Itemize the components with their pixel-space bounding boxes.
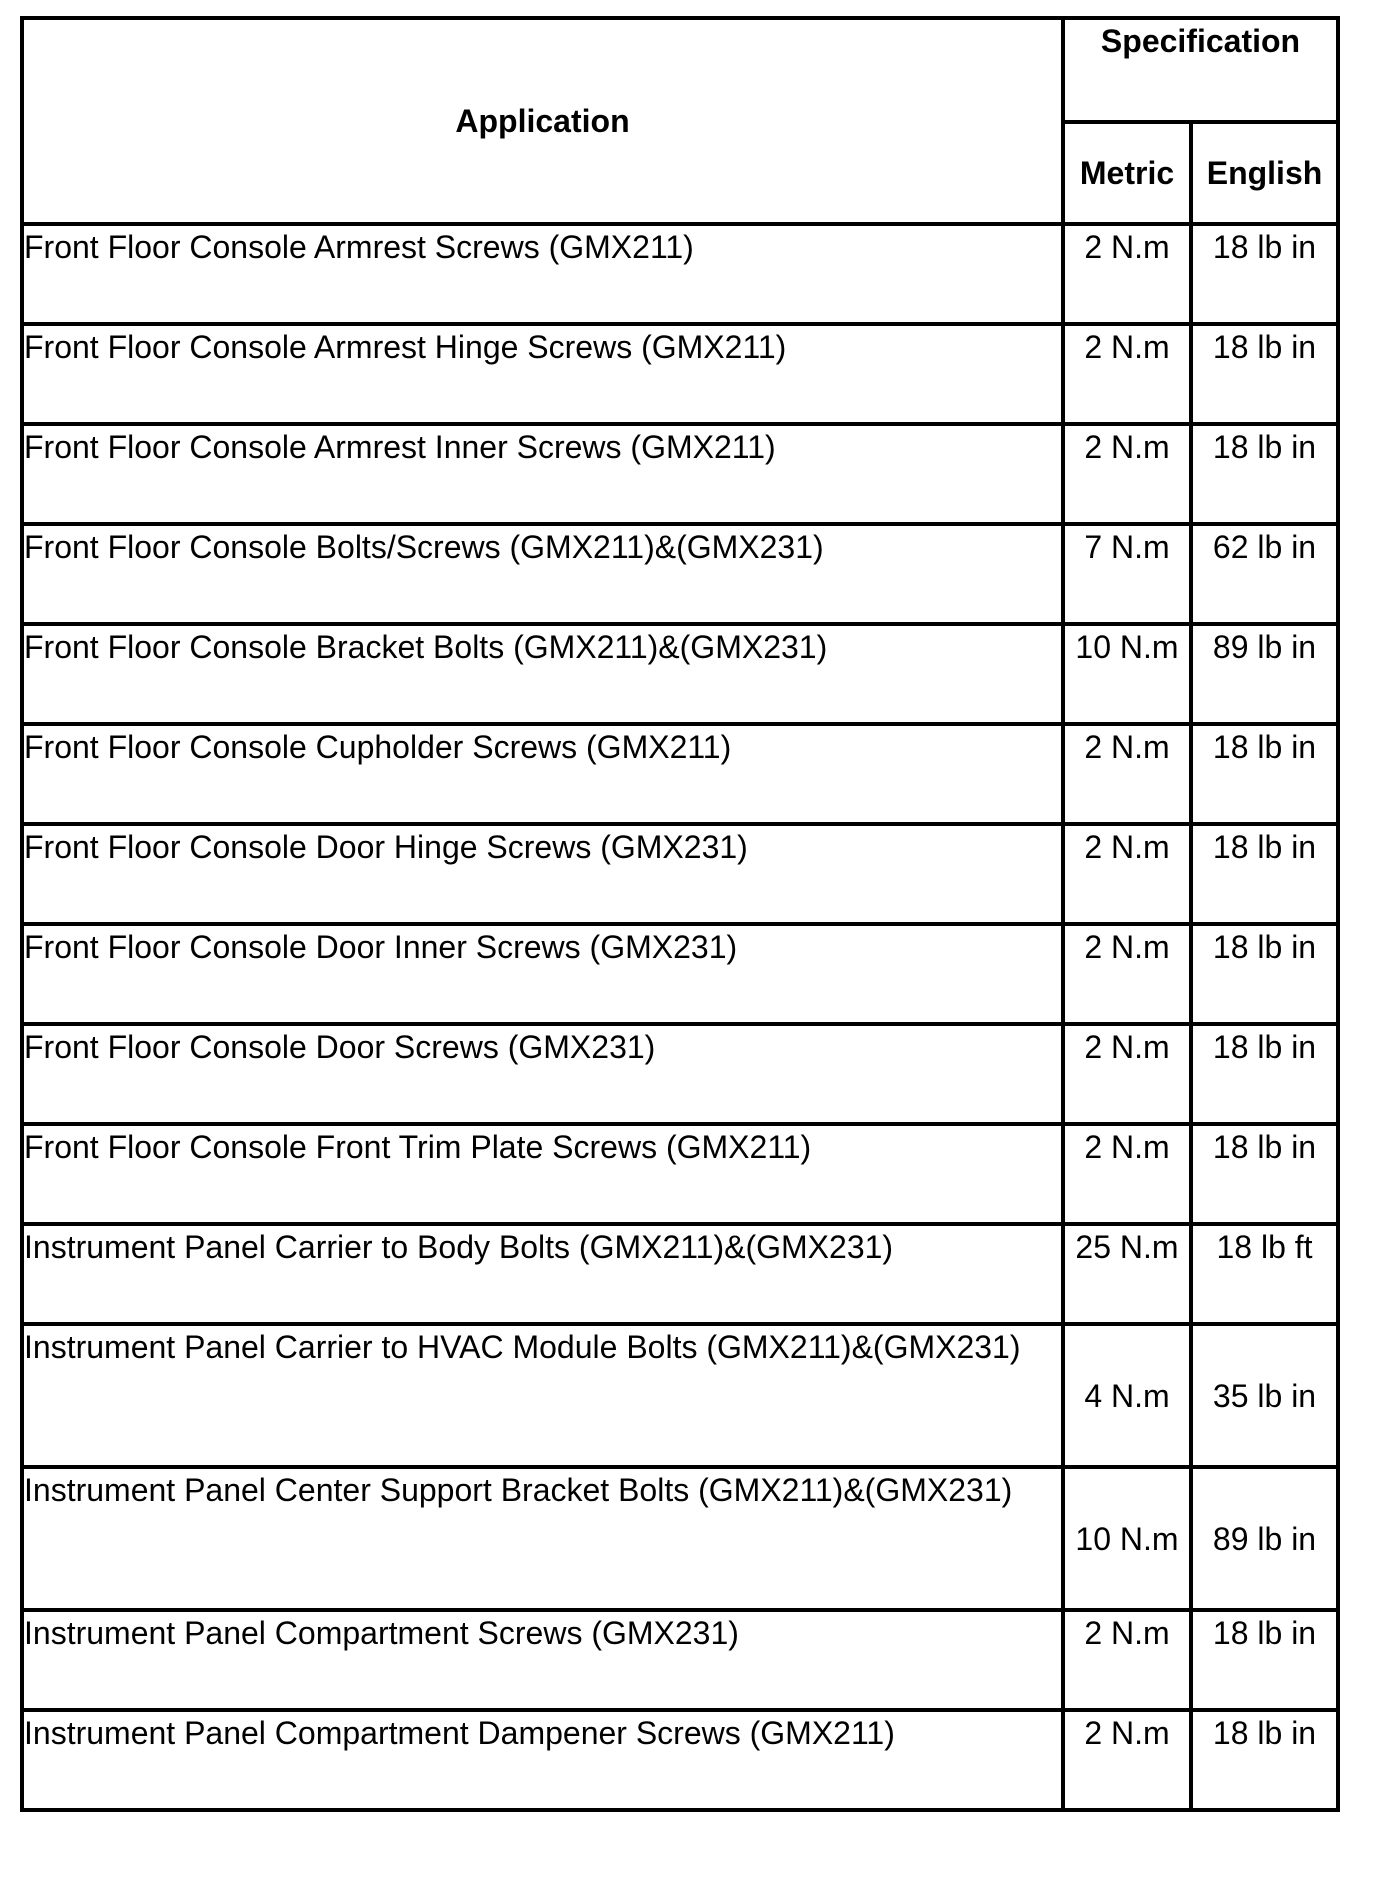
table-row: [22, 1124, 1338, 1224]
table-row: [22, 924, 1338, 1024]
english-cell: 89 lb in: [1191, 624, 1338, 724]
metric-cell: 10 N.m: [1063, 1467, 1191, 1610]
english-cell: 18 lb in: [1191, 224, 1338, 324]
table-row: [22, 424, 1338, 524]
application-cell: Front Floor Console Bolts/Screws (GMX211)&(GMX231): [22, 524, 1063, 624]
metric-cell: 2 N.m: [1063, 424, 1191, 524]
table-header: [22, 18, 1338, 224]
english-cell: 18 lb ft: [1191, 1224, 1338, 1324]
metric-cell: 2 N.m: [1063, 1024, 1191, 1124]
torque-specification-table: [20, 16, 1340, 1812]
metric-cell: 2 N.m: [1063, 1710, 1191, 1810]
metric-cell: 2 N.m: [1063, 924, 1191, 1024]
english-cell: 18 lb in: [1191, 824, 1338, 924]
header-metric: Metric: [1063, 122, 1191, 224]
application-cell: Front Floor Console Front Trim Plate Screws (GMX211): [22, 1124, 1063, 1224]
english-cell: 18 lb in: [1191, 1024, 1338, 1124]
english-cell: 62 lb in: [1191, 524, 1338, 624]
table-row: [22, 1324, 1338, 1467]
metric-cell: 10 N.m: [1063, 624, 1191, 724]
application-cell: Front Floor Console Armrest Screws (GMX211): [22, 224, 1063, 324]
application-cell: Instrument Panel Center Support Bracket Bolts (GMX211)&(GMX231): [22, 1467, 1063, 1610]
metric-cell: 2 N.m: [1063, 824, 1191, 924]
table-row: [22, 724, 1338, 824]
application-cell: Front Floor Console Door Screws (GMX231): [22, 1024, 1063, 1124]
english-cell: 18 lb in: [1191, 1124, 1338, 1224]
application-cell: Instrument Panel Compartment Screws (GMX231): [22, 1610, 1063, 1710]
english-cell: 89 lb in: [1191, 1467, 1338, 1610]
application-cell: Instrument Panel Carrier to Body Bolts (GMX211)&(GMX231): [22, 1224, 1063, 1324]
table-row: [22, 524, 1338, 624]
table-row: [22, 1024, 1338, 1124]
metric-cell: 2 N.m: [1063, 324, 1191, 424]
application-cell: Instrument Panel Carrier to HVAC Module Bolts (GMX211)&(GMX231): [22, 1324, 1063, 1467]
table-row: [22, 1610, 1338, 1710]
table-row: [22, 624, 1338, 724]
english-cell: 35 lb in: [1191, 1324, 1338, 1467]
table-row: [22, 1224, 1338, 1324]
metric-cell: 25 N.m: [1063, 1224, 1191, 1324]
header-specification: Specification: [1063, 18, 1338, 122]
application-cell: Front Floor Console Armrest Inner Screws (GMX211): [22, 424, 1063, 524]
metric-cell: 2 N.m: [1063, 1124, 1191, 1224]
metric-cell: 2 N.m: [1063, 224, 1191, 324]
header-english: English: [1191, 122, 1338, 224]
metric-cell: 2 N.m: [1063, 1610, 1191, 1710]
table-row: [22, 224, 1338, 324]
header-application: Application: [22, 18, 1063, 224]
metric-cell: 4 N.m: [1063, 1324, 1191, 1467]
english-cell: 18 lb in: [1191, 924, 1338, 1024]
application-cell: Front Floor Console Cupholder Screws (GMX211): [22, 724, 1063, 824]
english-cell: 18 lb in: [1191, 1710, 1338, 1810]
metric-cell: 7 N.m: [1063, 524, 1191, 624]
table-row: [22, 824, 1338, 924]
table-row: [22, 1467, 1338, 1610]
english-cell: 18 lb in: [1191, 724, 1338, 824]
application-cell: Instrument Panel Compartment Dampener Screws (GMX211): [22, 1710, 1063, 1810]
english-cell: 18 lb in: [1191, 324, 1338, 424]
metric-cell: 2 N.m: [1063, 724, 1191, 824]
application-cell: Front Floor Console Door Inner Screws (GMX231): [22, 924, 1063, 1024]
table-row: [22, 324, 1338, 424]
application-cell: Front Floor Console Bracket Bolts (GMX211)&(GMX231): [22, 624, 1063, 724]
application-cell: Front Floor Console Armrest Hinge Screws (GMX211): [22, 324, 1063, 424]
english-cell: 18 lb in: [1191, 1610, 1338, 1710]
table-body: [22, 224, 1338, 1810]
application-cell: Front Floor Console Door Hinge Screws (GMX231): [22, 824, 1063, 924]
english-cell: 18 lb in: [1191, 424, 1338, 524]
table-row: [22, 1710, 1338, 1810]
